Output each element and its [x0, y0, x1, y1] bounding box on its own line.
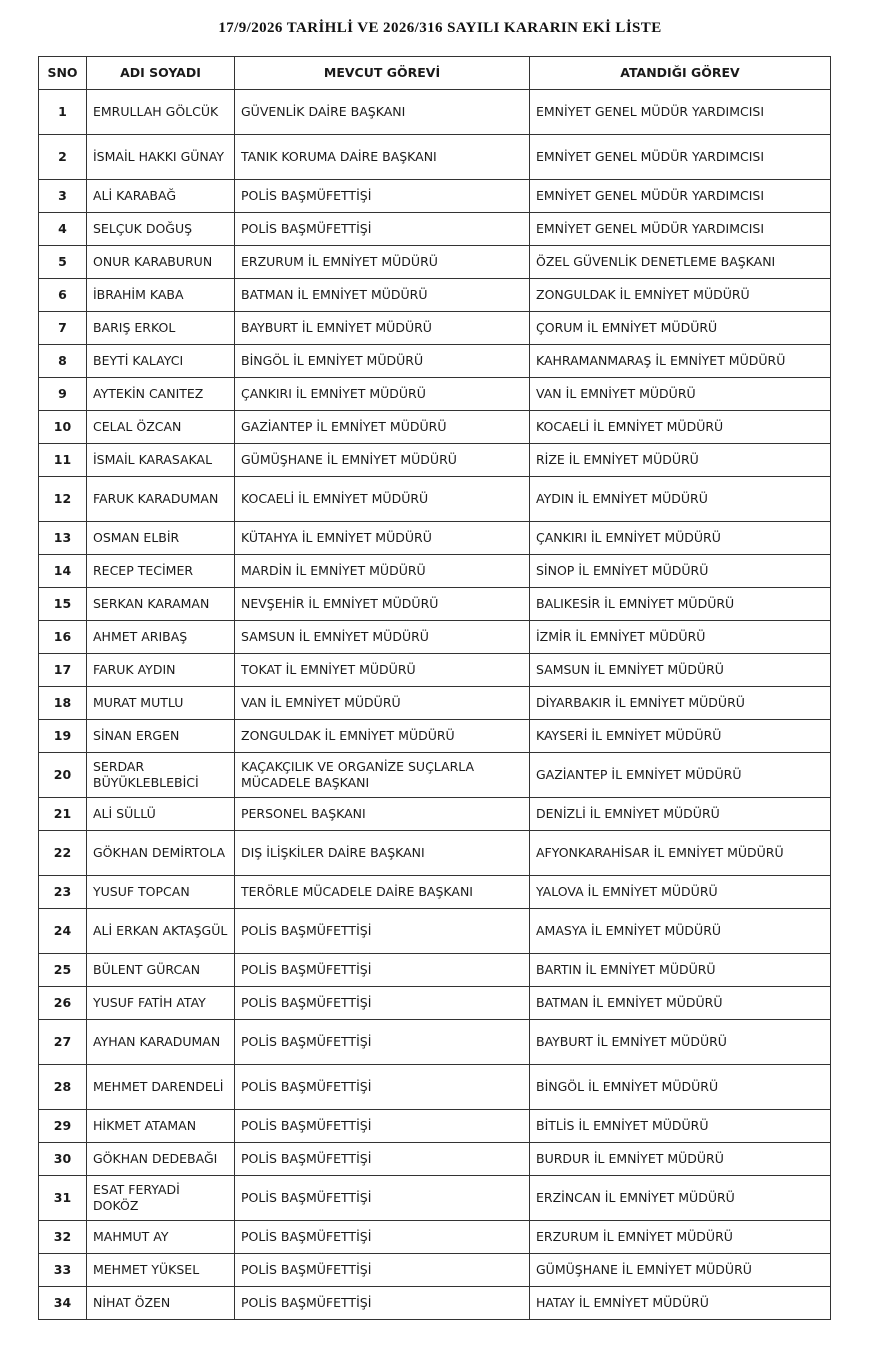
cell-sno: 16 [39, 621, 87, 654]
cell-sno: 6 [39, 279, 87, 312]
table-row [39, 588, 831, 621]
cell-assigned-position: EMNİYET GENEL MÜDÜR YARDIMCISI [530, 90, 831, 135]
cell-assigned-position: BİNGÖL İL EMNİYET MÜDÜRÜ [530, 1065, 831, 1110]
table-body [39, 90, 831, 1320]
cell-assigned-position: EMNİYET GENEL MÜDÜR YARDIMCISI [530, 135, 831, 180]
cell-current-position: ERZURUM İL EMNİYET MÜDÜRÜ [235, 246, 530, 279]
cell-assigned-position: İZMİR İL EMNİYET MÜDÜRÜ [530, 621, 831, 654]
cell-current-position: VAN İL EMNİYET MÜDÜRÜ [235, 687, 530, 720]
cell-sno: 33 [39, 1254, 87, 1287]
cell-name: RECEP TECİMER [87, 555, 235, 588]
cell-current-position: POLİS BAŞMÜFETTİŞİ [235, 1221, 530, 1254]
cell-sno: 1 [39, 90, 87, 135]
appointment-table [38, 56, 831, 1320]
table-row [39, 312, 831, 345]
cell-sno: 18 [39, 687, 87, 720]
cell-current-position: GAZİANTEP İL EMNİYET MÜDÜRÜ [235, 411, 530, 444]
table-row [39, 1020, 831, 1065]
table-row [39, 444, 831, 477]
cell-current-position: PERSONEL BAŞKANI [235, 798, 530, 831]
cell-current-position: BAYBURT İL EMNİYET MÜDÜRÜ [235, 312, 530, 345]
cell-sno: 9 [39, 378, 87, 411]
cell-name: FARUK KARADUMAN [87, 477, 235, 522]
cell-name: ALİ ERKAN AKTAŞGÜL [87, 909, 235, 954]
table-row [39, 909, 831, 954]
table-row [39, 1110, 831, 1143]
cell-name: ALİ KARABAĞ [87, 180, 235, 213]
cell-name: YUSUF FATİH ATAY [87, 987, 235, 1020]
cell-name: AYTEKİN CANITEZ [87, 378, 235, 411]
cell-name: İBRAHİM KABA [87, 279, 235, 312]
table-row [39, 555, 831, 588]
cell-assigned-position: ÇANKIRI İL EMNİYET MÜDÜRÜ [530, 522, 831, 555]
header-sno: SNO [39, 57, 87, 90]
cell-sno: 19 [39, 720, 87, 753]
cell-sno: 31 [39, 1176, 87, 1221]
cell-assigned-position: DİYARBAKIR İL EMNİYET MÜDÜRÜ [530, 687, 831, 720]
cell-name: ALİ SÜLLÜ [87, 798, 235, 831]
table-row [39, 798, 831, 831]
cell-sno: 14 [39, 555, 87, 588]
cell-name: SİNAN ERGEN [87, 720, 235, 753]
cell-sno: 12 [39, 477, 87, 522]
cell-current-position: NEVŞEHİR İL EMNİYET MÜDÜRÜ [235, 588, 530, 621]
cell-assigned-position: BİTLİS İL EMNİYET MÜDÜRÜ [530, 1110, 831, 1143]
cell-sno: 11 [39, 444, 87, 477]
cell-assigned-position: ÖZEL GÜVENLİK DENETLEME BAŞKANI [530, 246, 831, 279]
cell-assigned-position: GÜMÜŞHANE İL EMNİYET MÜDÜRÜ [530, 1254, 831, 1287]
cell-current-position: TERÖRLE MÜCADELE DAİRE BAŞKANI [235, 876, 530, 909]
cell-current-position: TANIK KORUMA DAİRE BAŞKANI [235, 135, 530, 180]
cell-name: SERDAR BÜYÜKLEBLEBİCİ [87, 753, 235, 798]
cell-assigned-position: HATAY İL EMNİYET MÜDÜRÜ [530, 1287, 831, 1320]
cell-sno: 21 [39, 798, 87, 831]
table-row [39, 831, 831, 876]
table-row [39, 621, 831, 654]
cell-sno: 2 [39, 135, 87, 180]
table-row [39, 720, 831, 753]
cell-sno: 17 [39, 654, 87, 687]
table-row [39, 411, 831, 444]
cell-sno: 10 [39, 411, 87, 444]
cell-current-position: POLİS BAŞMÜFETTİŞİ [235, 1254, 530, 1287]
table-row [39, 954, 831, 987]
cell-assigned-position: GAZİANTEP İL EMNİYET MÜDÜRÜ [530, 753, 831, 798]
cell-name: NİHAT ÖZEN [87, 1287, 235, 1320]
cell-assigned-position: RİZE İL EMNİYET MÜDÜRÜ [530, 444, 831, 477]
cell-current-position: BİNGÖL İL EMNİYET MÜDÜRÜ [235, 345, 530, 378]
cell-current-position: MARDİN İL EMNİYET MÜDÜRÜ [235, 555, 530, 588]
cell-current-position: KÜTAHYA İL EMNİYET MÜDÜRÜ [235, 522, 530, 555]
cell-current-position: ZONGULDAK İL EMNİYET MÜDÜRÜ [235, 720, 530, 753]
cell-current-position: POLİS BAŞMÜFETTİŞİ [235, 987, 530, 1020]
cell-sno: 5 [39, 246, 87, 279]
cell-assigned-position: BAYBURT İL EMNİYET MÜDÜRÜ [530, 1020, 831, 1065]
cell-sno: 32 [39, 1221, 87, 1254]
cell-name: SELÇUK DOĞUŞ [87, 213, 235, 246]
cell-current-position: POLİS BAŞMÜFETTİŞİ [235, 909, 530, 954]
table-row [39, 1065, 831, 1110]
cell-current-position: KAÇAKÇILIK VE ORGANİZE SUÇLARLA MÜCADELE BAŞKANI [235, 753, 530, 798]
cell-assigned-position: KOCAELİ İL EMNİYET MÜDÜRÜ [530, 411, 831, 444]
table-row [39, 279, 831, 312]
cell-sno: 30 [39, 1143, 87, 1176]
cell-assigned-position: SİNOP İL EMNİYET MÜDÜRÜ [530, 555, 831, 588]
cell-current-position: POLİS BAŞMÜFETTİŞİ [235, 1020, 530, 1065]
cell-assigned-position: SAMSUN İL EMNİYET MÜDÜRÜ [530, 654, 831, 687]
cell-name: MEHMET YÜKSEL [87, 1254, 235, 1287]
header-name: ADI SOYADI [87, 57, 235, 90]
cell-sno: 7 [39, 312, 87, 345]
cell-name: ONUR KARABURUN [87, 246, 235, 279]
table-row [39, 135, 831, 180]
cell-sno: 23 [39, 876, 87, 909]
cell-name: AYHAN KARADUMAN [87, 1020, 235, 1065]
cell-current-position: POLİS BAŞMÜFETTİŞİ [235, 954, 530, 987]
table-row [39, 753, 831, 798]
header-assigned-position: ATANDIĞI GÖREV [530, 57, 831, 90]
page-title: 17/9/2026 TARİHLİ VE 2026/316 SAYILI KARARIN EKİ LİSTE [218, 20, 662, 36]
cell-assigned-position: AMASYA İL EMNİYET MÜDÜRÜ [530, 909, 831, 954]
cell-name: İSMAİL KARASAKAL [87, 444, 235, 477]
table-header-row [39, 57, 831, 90]
cell-assigned-position: BALIKESİR İL EMNİYET MÜDÜRÜ [530, 588, 831, 621]
table-row [39, 687, 831, 720]
cell-assigned-position: BARTIN İL EMNİYET MÜDÜRÜ [530, 954, 831, 987]
cell-current-position: POLİS BAŞMÜFETTİŞİ [235, 1176, 530, 1221]
cell-assigned-position: AFYONKARAHİSAR İL EMNİYET MÜDÜRÜ [530, 831, 831, 876]
cell-name: ESAT FERYADİ DOKÖZ [87, 1176, 235, 1221]
cell-name: BARIŞ ERKOL [87, 312, 235, 345]
cell-current-position: GÜMÜŞHANE İL EMNİYET MÜDÜRÜ [235, 444, 530, 477]
cell-current-position: BATMAN İL EMNİYET MÜDÜRÜ [235, 279, 530, 312]
cell-name: BEYTİ KALAYCI [87, 345, 235, 378]
cell-sno: 3 [39, 180, 87, 213]
cell-current-position: POLİS BAŞMÜFETTİŞİ [235, 1287, 530, 1320]
cell-assigned-position: EMNİYET GENEL MÜDÜR YARDIMCISI [530, 180, 831, 213]
cell-assigned-position: ZONGULDAK İL EMNİYET MÜDÜRÜ [530, 279, 831, 312]
table-row [39, 1143, 831, 1176]
cell-name: MEHMET DARENDELİ [87, 1065, 235, 1110]
cell-assigned-position: BURDUR İL EMNİYET MÜDÜRÜ [530, 1143, 831, 1176]
cell-assigned-position: BATMAN İL EMNİYET MÜDÜRÜ [530, 987, 831, 1020]
cell-sno: 15 [39, 588, 87, 621]
cell-sno: 34 [39, 1287, 87, 1320]
cell-sno: 25 [39, 954, 87, 987]
cell-assigned-position: VAN İL EMNİYET MÜDÜRÜ [530, 378, 831, 411]
cell-assigned-position: ERZURUM İL EMNİYET MÜDÜRÜ [530, 1221, 831, 1254]
cell-name: HİKMET ATAMAN [87, 1110, 235, 1143]
cell-current-position: DIŞ İLİŞKİLER DAİRE BAŞKANI [235, 831, 530, 876]
cell-sno: 26 [39, 987, 87, 1020]
table-row [39, 345, 831, 378]
cell-current-position: TOKAT İL EMNİYET MÜDÜRÜ [235, 654, 530, 687]
cell-assigned-position: ÇORUM İL EMNİYET MÜDÜRÜ [530, 312, 831, 345]
header-current-position: MEVCUT GÖREVİ [235, 57, 530, 90]
cell-assigned-position: KAHRAMANMARAŞ İL EMNİYET MÜDÜRÜ [530, 345, 831, 378]
cell-name: CELAL ÖZCAN [87, 411, 235, 444]
cell-assigned-position: AYDIN İL EMNİYET MÜDÜRÜ [530, 477, 831, 522]
cell-current-position: POLİS BAŞMÜFETTİŞİ [235, 213, 530, 246]
table-row [39, 1221, 831, 1254]
cell-assigned-position: DENİZLİ İL EMNİYET MÜDÜRÜ [530, 798, 831, 831]
cell-name: BÜLENT GÜRCAN [87, 954, 235, 987]
cell-name: YUSUF TOPCAN [87, 876, 235, 909]
cell-name: MURAT MUTLU [87, 687, 235, 720]
table-row [39, 378, 831, 411]
cell-sno: 4 [39, 213, 87, 246]
cell-sno: 24 [39, 909, 87, 954]
cell-name: İSMAİL HAKKI GÜNAY [87, 135, 235, 180]
cell-sno: 22 [39, 831, 87, 876]
table-row [39, 246, 831, 279]
cell-current-position: SAMSUN İL EMNİYET MÜDÜRÜ [235, 621, 530, 654]
cell-name: AHMET ARIBAŞ [87, 621, 235, 654]
cell-current-position: KOCAELİ İL EMNİYET MÜDÜRÜ [235, 477, 530, 522]
cell-current-position: POLİS BAŞMÜFETTİŞİ [235, 1143, 530, 1176]
cell-current-position: POLİS BAŞMÜFETTİŞİ [235, 1110, 530, 1143]
cell-name: SERKAN KARAMAN [87, 588, 235, 621]
cell-sno: 8 [39, 345, 87, 378]
cell-assigned-position: KAYSERİ İL EMNİYET MÜDÜRÜ [530, 720, 831, 753]
cell-current-position: ÇANKIRI İL EMNİYET MÜDÜRÜ [235, 378, 530, 411]
table-row [39, 1287, 831, 1320]
cell-name: MAHMUT AY [87, 1221, 235, 1254]
cell-assigned-position: YALOVA İL EMNİYET MÜDÜRÜ [530, 876, 831, 909]
table-row [39, 180, 831, 213]
table-row [39, 213, 831, 246]
table-row [39, 522, 831, 555]
cell-sno: 28 [39, 1065, 87, 1110]
cell-name: EMRULLAH GÖLCÜK [87, 90, 235, 135]
cell-current-position: POLİS BAŞMÜFETTİŞİ [235, 1065, 530, 1110]
table-row [39, 1176, 831, 1221]
cell-sno: 27 [39, 1020, 87, 1065]
cell-name: FARUK AYDIN [87, 654, 235, 687]
table-row [39, 477, 831, 522]
cell-sno: 13 [39, 522, 87, 555]
table-row [39, 90, 831, 135]
cell-sno: 29 [39, 1110, 87, 1143]
cell-current-position: GÜVENLİK DAİRE BAŞKANI [235, 90, 530, 135]
cell-name: GÖKHAN DEMİRTOLA [87, 831, 235, 876]
table-row [39, 1254, 831, 1287]
cell-sno: 20 [39, 753, 87, 798]
cell-name: GÖKHAN DEDEBAĞI [87, 1143, 235, 1176]
cell-assigned-position: ERZİNCAN İL EMNİYET MÜDÜRÜ [530, 1176, 831, 1221]
table-row [39, 654, 831, 687]
cell-assigned-position: EMNİYET GENEL MÜDÜR YARDIMCISI [530, 213, 831, 246]
table-row [39, 987, 831, 1020]
table-row [39, 876, 831, 909]
cell-name: OSMAN ELBİR [87, 522, 235, 555]
cell-current-position: POLİS BAŞMÜFETTİŞİ [235, 180, 530, 213]
